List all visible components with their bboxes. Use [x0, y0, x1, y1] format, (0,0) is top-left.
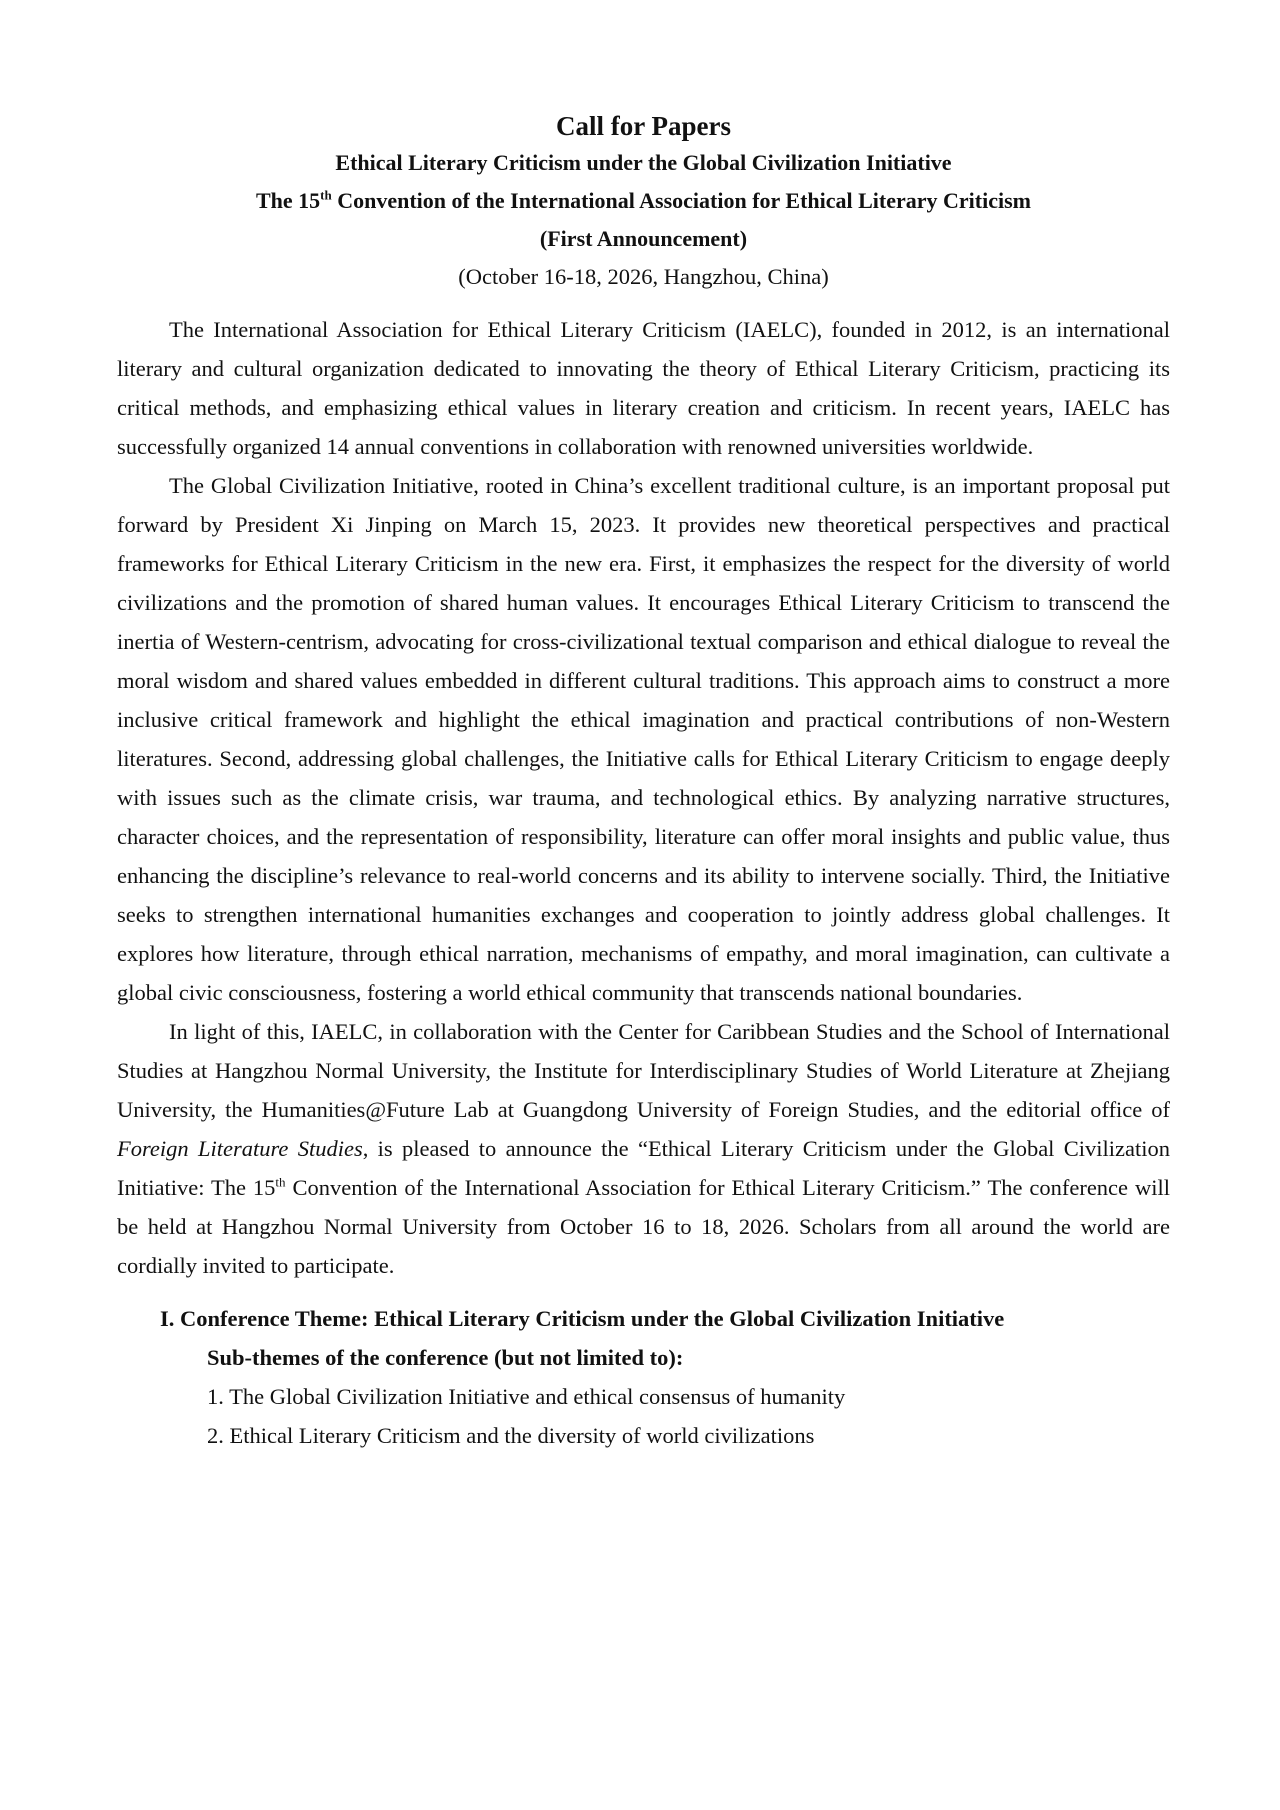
document-title: Call for Papers: [556, 111, 731, 141]
journal-title: Foreign Literature Studies: [117, 1136, 363, 1161]
subthemes-list: [117, 1377, 1170, 1455]
announcement-text-a: In light of this, IAELC, in collaboration with the Center for Caribbean Studies and the School of International Studies at Hangzhou Normal University, the Institute for Interdisciplinary Studies of World Literature at Zhejiang University, the Humanities@Future Lab at Guangdong University of Foreign Studies, and the editorial office of: [117, 1019, 1170, 1122]
document-page: [117, 108, 1170, 1455]
conference-subtitle: Ethical Literary Criticism under the Global Civilization Initiative: [335, 150, 952, 175]
ordinal-suffix: th: [320, 187, 332, 203]
announcement-label: (First Announcement): [539, 226, 748, 251]
ordinal-suffix: th: [275, 1174, 286, 1190]
initiative-paragraph: The Global Civilization Initiative, rooted in China’s excellent traditional culture, is an important proposal put forward by President Xi Jinping on March 15, 2023. It provides new theoretical perspectives and practical frameworks for Ethical Literary Criticism in the new era. First, it emphasizes the respect for the diversity of world civilizations and the promotion of shared human values. It encourages Ethical Literary Criticism to transcend the inertia of Western-centrism, advocating for cross-civilizational textual comparison and ethical dialogue to reveal the moral wisdom and shared values embedded in different cultural traditions. This approach aims to construct a more inclusive critical framework and highlight the ethical imagination and practical contributions of non-Western literatures. Second, addressing global challenges, the Initiative calls for Ethical Literary Criticism to engage deeply with issues such as the climate crisis, war trauma, and technological ethics. By analyzing narrative structures, character choices, and the representation of responsibility, literature can offer moral insights and public value, thus enhancing the discipline’s relevance to real-world concerns and its ability to intervene socially. Third, the Initiative seeks to strengthen international humanities exchanges and cooperation to jointly address global challenges. It explores how literature, through ethical narration, mechanisms of empathy, and moral imagination, can cultivate a global civic consciousness, fostering a world ethical community that transcends national boundaries.: [117, 473, 1170, 1005]
convention-prefix: The 15: [255, 188, 321, 213]
section-heading-conference-theme: I. Conference Theme: Ethical Literary Criticism under the Global Civilization Initiative: [160, 1306, 1005, 1331]
convention-line: [117, 182, 1170, 220]
subthemes-heading: Sub-themes of the conference (but not limited to):: [207, 1345, 684, 1370]
convention-suffix: Convention of the International Association for Ethical Literary Criticism: [331, 188, 1031, 213]
date-location-line: (October 16-18, 2026, Hangzhou, China): [458, 264, 829, 289]
subtheme-item: 2. Ethical Literary Criticism and the diversity of world civilizations: [207, 1423, 815, 1448]
announcement-text-c: Convention of the International Association for Ethical Literary Criticism.” The conference will be held at Hangzhou Normal University from October 16 to 18, 2026. Scholars from all around the world are cordially invited to participate.: [117, 1175, 1170, 1278]
announcement-text-b: , is pleased to announce the “Ethical Literary Criticism under the Global Civilization Initiative: The 15: [117, 1136, 1170, 1200]
intro-paragraph-iaelc: The International Association for Ethical Literary Criticism (IAELC), founded in 2012, is an international literary and cultural organization dedicated to innovating the theory of Ethical Literary Criticism, practicing its critical methods, and emphasizing ethical values in literary creation and criticism. In recent years, IAELC has successfully organized 14 annual conventions in collaboration with renowned universities worldwide.: [117, 317, 1170, 459]
announcement-paragraph: [117, 1012, 1170, 1285]
subtheme-item: 1. The Global Civilization Initiative and ethical consensus of humanity: [207, 1384, 846, 1409]
